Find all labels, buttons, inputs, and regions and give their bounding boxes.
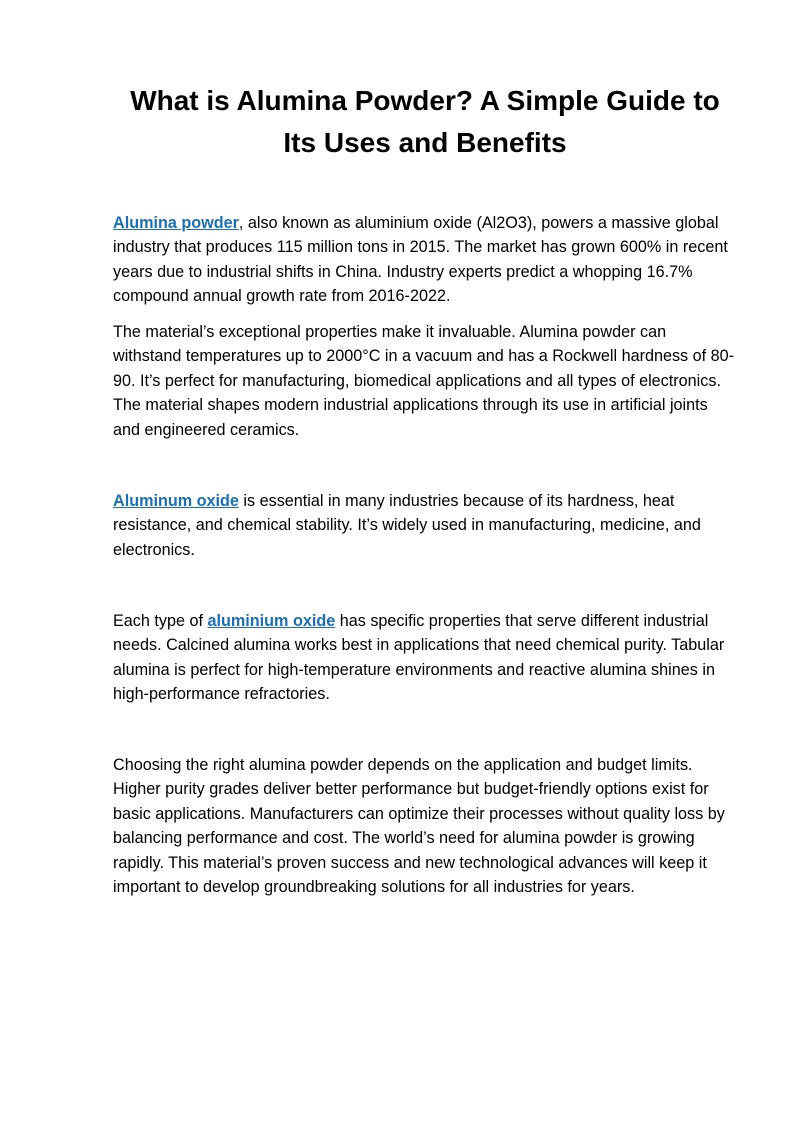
paragraph-choosing-text: Choosing the right alumina powder depends on the application and budget limits. Higher purity grades deliver better performance but budget-friendly options exist for basic applications. Manufacturers can optimize their processes without quality loss by balancing performance and cost. The world’s need for alumina powder is growing rapidly. This material’s proven success and new technological advances will keep it important to develop groundbreaking solutions for all industries for years.	[113, 756, 725, 897]
paragraph-types	[113, 609, 738, 707]
paragraph-aluminum-oxide-text: is essential in many industries because of its hardness, heat resistance, and chemical stability. It’s widely used in manufacturing, medicine, and electronics.	[113, 492, 701, 559]
paragraph-properties-text: The material’s exceptional properties make it invaluable. Alumina powder can withstand temperatures up to 2000°C in a vacuum and has a Rockwell hardness of 80-90. It’s perfect for manufacturing, biomedical applications and all types of electronics. The material shapes modern industrial applications through its use in artificial joints and engineered ceramics.	[113, 323, 735, 439]
link-aluminum-oxide[interactable]: Aluminum oxide	[113, 492, 239, 510]
page-title: What is Alumina Powder? A Simple Guide to Its Uses and Benefits	[130, 85, 720, 158]
paragraph-choosing	[113, 753, 738, 899]
paragraph-intro-text: , also known as aluminium oxide (Al2O3), powers a massive global industry that produces 115 million tons in 2015. The market has grown 600% in recent years due to industrial shifts in China. Industry experts predict a whopping 16.7% compound annual growth rate from 2016-2022.	[113, 214, 728, 306]
link-aluminium-oxide[interactable]: aluminium oxide	[207, 612, 336, 630]
paragraph-intro	[113, 211, 738, 309]
paragraph-types-text: has specific properties that serve different industrial needs. Calcined alumina works best in applications that need chemical purity. Tabular alumina is perfect for high-temperature environments and reactive alumina shines in high-performance refractories.	[113, 612, 725, 704]
link-alumina-powder[interactable]: Alumina powder	[113, 214, 239, 232]
paragraph-properties	[113, 320, 738, 442]
paragraph-types-before: Each type of	[113, 612, 208, 630]
paragraph-aluminum-oxide	[113, 489, 738, 562]
